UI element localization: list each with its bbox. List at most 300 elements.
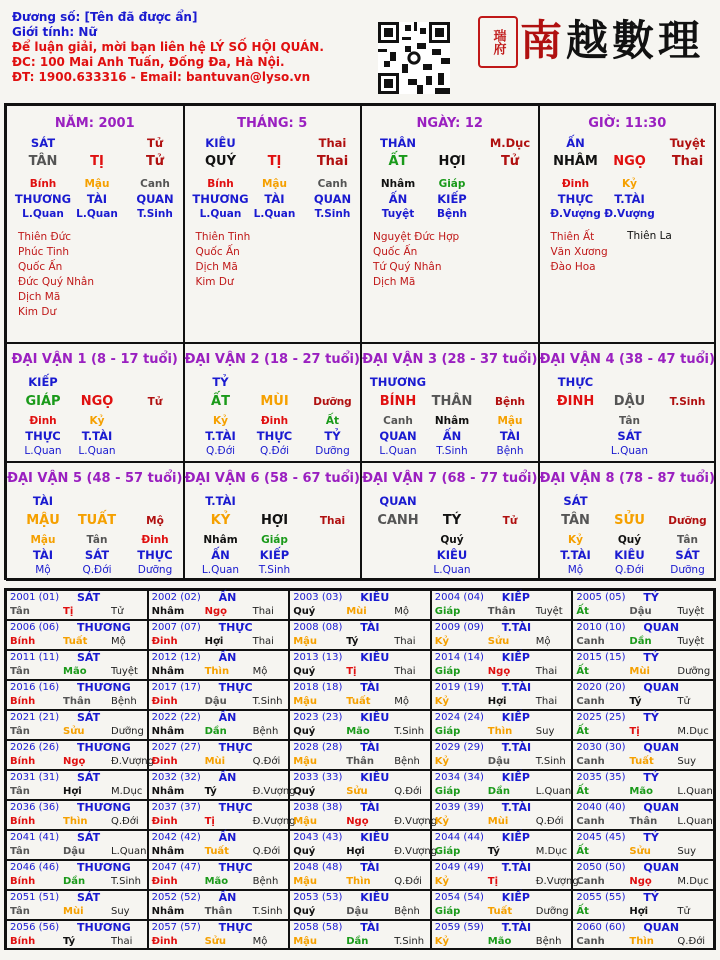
year-chi: Dậu <box>487 756 510 767</box>
year-chi: Thân <box>63 696 91 707</box>
pillar-row3-2: Canh <box>317 178 348 190</box>
year-chi: Tị <box>204 816 215 827</box>
dai-van-hidden: Tân <box>619 415 640 427</box>
year-state: Q.Đới <box>394 786 422 797</box>
year-god: QUAN <box>643 921 680 934</box>
year-chi: Hợi <box>346 846 365 857</box>
year-chi: Sửu <box>204 936 227 947</box>
year-can: Ất <box>576 906 589 917</box>
year-label: 2045 (45) <box>576 832 626 843</box>
year-chi: Ngọ <box>63 756 86 767</box>
year-chi: Mùi <box>629 666 650 677</box>
year-state: Mộ <box>111 636 126 647</box>
year-cell <box>572 590 714 620</box>
dai-van-hidden-state: Q.Đới <box>205 445 236 457</box>
star-item: Dịch Mã <box>195 261 238 273</box>
year-chi: Mão <box>204 876 229 887</box>
year-state: T.Sinh <box>394 726 425 737</box>
year-can: Quý <box>293 786 316 797</box>
dai-van-hidden-god: SÁT <box>617 429 642 443</box>
dai-van-hidden: Giáp <box>261 534 288 546</box>
year-state: L.Quan <box>535 786 572 797</box>
year-cell <box>431 920 573 950</box>
year-chi: Thân <box>629 816 658 827</box>
dai-van-cell <box>539 343 717 462</box>
star-item: Tứ Quý Nhân <box>373 261 442 273</box>
year-cell <box>148 860 290 890</box>
year-can: Tân <box>10 666 30 677</box>
year-label: 2017 (17) <box>151 682 201 693</box>
year-label: 2038 (38) <box>293 802 343 813</box>
pillar-top-0: KIÊU <box>205 136 236 150</box>
year-label: 2020 (20) <box>576 682 626 693</box>
year-can: Bính <box>10 936 36 947</box>
dai-van-title: ĐẠI VẬN 8 (78 - 87 tuổi) <box>539 471 715 486</box>
year-chi: Tý <box>204 786 217 797</box>
pillar-cell <box>6 105 184 343</box>
year-chi: Dần <box>487 786 510 797</box>
pillar-row5-0: Tuyệt <box>381 208 415 220</box>
year-cell <box>431 590 573 620</box>
year-state: Đ.Vượng <box>252 816 296 827</box>
pillar-row5-0: Đ.Vượng <box>550 208 601 220</box>
year-label: 2007 (07) <box>151 622 201 633</box>
year-label: 2048 (48) <box>293 862 343 873</box>
dai-van-hidden-god: QUAN <box>379 429 417 443</box>
year-chi: Hợi <box>487 696 507 707</box>
year-can: Mậu <box>293 876 318 887</box>
dai-van-title: ĐẠI VẬN 1 (8 - 17 tuổi) <box>11 352 178 367</box>
pillar-row3-0: Nhâm <box>380 178 416 190</box>
year-god: TỶ <box>643 651 659 664</box>
dai-van-title: ĐẠI VẬN 5 (48 - 57 tuổi) <box>7 471 183 486</box>
year-label: 2010 (10) <box>576 622 626 633</box>
year-god: KIÊU <box>360 891 390 904</box>
year-chi: Thìn <box>63 816 88 827</box>
year-cell <box>572 860 714 890</box>
year-chi: Tý <box>629 696 642 707</box>
year-chi: Sửu <box>346 786 368 797</box>
year-label: 2031 (31) <box>10 772 60 783</box>
year-can: Kỷ <box>434 696 450 707</box>
dai-van-hidden-state: L.Quan <box>433 564 471 576</box>
year-chi: Hợi <box>629 906 649 917</box>
year-chi: Thân <box>346 756 374 767</box>
year-can: Giáp <box>434 786 461 797</box>
year-cell <box>431 710 573 740</box>
star-item: Phúc Tinh <box>18 246 70 258</box>
pillar-top-2: Tử <box>146 136 164 150</box>
year-chi: Tuất <box>487 906 513 917</box>
year-can: Canh <box>576 936 605 947</box>
year-label: 2014 (14) <box>434 652 484 663</box>
dai-van-hidden-state: Mộ <box>567 564 584 576</box>
year-god: THỰC <box>218 921 253 934</box>
year-god: TỶ <box>643 591 659 604</box>
year-cell <box>572 740 714 770</box>
year-cell <box>6 650 148 680</box>
dai-van-cell <box>184 462 362 581</box>
pillar-row2-1: NGỌ <box>613 154 646 169</box>
dai-van-hidden: Kỷ <box>568 534 583 546</box>
pillar-title: NGÀY: 12 <box>416 116 483 131</box>
pillar-cell <box>361 105 539 343</box>
year-god: T.TÀI <box>501 801 532 814</box>
year-chi: Tị <box>346 666 357 677</box>
year-label: 2050 (50) <box>576 862 626 873</box>
year-god: KIÊU <box>360 831 390 844</box>
year-chi: Thìn <box>487 726 513 737</box>
year-god: T.TÀI <box>501 921 532 934</box>
year-state: Tử <box>677 906 690 917</box>
year-can: Bính <box>10 636 36 647</box>
year-god: THƯƠNG <box>77 681 131 694</box>
year-chi: Mão <box>487 936 512 947</box>
pillar-row4-2: QUAN <box>136 192 174 206</box>
year-state: Đ.Vượng <box>252 786 296 797</box>
pillar-title: NĂM: 2001 <box>54 116 135 131</box>
year-can: Giáp <box>434 606 461 617</box>
year-label: 2060 (60) <box>576 922 626 933</box>
pillar-row4-1: T.TÀI <box>614 192 645 206</box>
dai-van-hidden: Canh <box>383 415 413 427</box>
pillar-row4-1: KIẾP <box>437 192 467 206</box>
year-state: Q.Đới <box>111 816 139 827</box>
year-state: T.Sinh <box>252 696 283 707</box>
year-cell <box>148 740 290 770</box>
year-god: SÁT <box>77 711 101 724</box>
year-god: QUAN <box>643 861 680 874</box>
year-label: 2029 (29) <box>434 742 484 753</box>
year-label: 2008 (08) <box>293 622 343 633</box>
year-state: Thai <box>535 666 558 677</box>
year-god: KIẾP <box>501 831 530 844</box>
year-god: THƯƠNG <box>77 921 131 934</box>
year-state: Q.Đới <box>677 936 706 947</box>
year-cell <box>289 890 431 920</box>
gender-line: Giới tính: Nữ <box>12 25 97 39</box>
pillar-row4-1: TÀI <box>264 192 285 206</box>
year-can: Ất <box>576 666 589 677</box>
year-label: 2022 (22) <box>151 712 201 723</box>
year-god: THƯƠNG <box>77 801 131 814</box>
year-state: Mộ <box>535 636 551 647</box>
year-cell <box>289 770 431 800</box>
year-state: Thai <box>252 636 274 647</box>
year-label: 2056 (56) <box>10 922 60 933</box>
year-cell <box>431 740 573 770</box>
year-chi: Ngọ <box>346 816 369 827</box>
year-can: Bính <box>10 696 36 707</box>
dai-van-hidden: Tân <box>86 534 108 546</box>
dai-van-god: T.TÀI <box>205 494 236 508</box>
year-cell <box>431 680 573 710</box>
year-god: KIẾP <box>501 591 530 604</box>
year-label: 2011 (11) <box>10 652 60 663</box>
year-god: TÀI <box>360 921 380 934</box>
year-can: Quý <box>293 666 316 677</box>
year-state: Tuyệt <box>535 606 563 617</box>
year-can: Bính <box>10 816 36 827</box>
year-state: Suy <box>677 756 696 767</box>
year-can: Nhâm <box>151 906 185 917</box>
year-label: 2055 (55) <box>576 892 626 903</box>
pillar-title: THÁNG: 5 <box>237 116 308 131</box>
yearly-table <box>4 588 716 950</box>
year-label: 2046 (46) <box>10 862 60 873</box>
pillar-row2-1: HỢI <box>438 154 466 169</box>
year-god: T.TÀI <box>501 741 532 754</box>
year-state: Mộ <box>394 606 409 617</box>
year-god: ẤN <box>218 771 237 784</box>
pillar-row4-2: QUAN <box>313 192 352 206</box>
pillar-top-2: Thai <box>318 136 347 150</box>
year-label: 2019 (19) <box>434 682 484 693</box>
year-label: 2051 (51) <box>10 892 60 903</box>
star-item: Đào Hoa <box>550 261 596 273</box>
pillar-row2-1: TỊ <box>90 154 104 169</box>
year-state: Bệnh <box>394 756 420 767</box>
year-can: Canh <box>576 876 605 887</box>
pillar-row2-2: Thai <box>316 154 349 169</box>
dai-van-hidden-state: Dưỡng <box>670 564 705 576</box>
year-label: 2009 (09) <box>434 622 484 633</box>
year-chi: Hợi <box>204 636 224 647</box>
dai-van-hidden-state: Q.Đới <box>82 564 112 576</box>
dai-van-hidden-god: KIẾP <box>259 548 290 562</box>
pillar-stars <box>373 230 459 290</box>
year-cell <box>148 650 290 680</box>
year-state: Bệnh <box>252 726 279 737</box>
year-state: M.Dục <box>677 876 709 887</box>
year-cell <box>148 680 290 710</box>
dai-van-chi: SỬU <box>614 513 645 528</box>
year-state: Dưỡng <box>111 726 144 737</box>
dai-van-can: BÍNH <box>379 394 417 409</box>
year-chi: Dần <box>629 636 652 647</box>
year-chi: Mùi <box>346 606 367 617</box>
year-state: Tuyệt <box>111 666 138 677</box>
pillar-row3-1: Kỷ <box>622 178 637 190</box>
pillar-row3-1: Mậu <box>261 178 287 190</box>
year-cell <box>289 650 431 680</box>
year-god: SÁT <box>77 651 101 664</box>
dai-van-god: TÀI <box>32 494 54 508</box>
year-label: 2034 (34) <box>434 772 484 783</box>
year-label: 2015 (15) <box>576 652 626 663</box>
dai-van-hidden-state: L.Quan <box>379 445 417 457</box>
year-god: TÀI <box>360 681 380 694</box>
year-state: Tử <box>111 606 124 617</box>
contact-line: Để luận giải, mời bạn liên hệ LÝ SỐ HỘI QUÁN. <box>12 40 324 54</box>
dai-van-hidden-god: ẤN <box>442 429 462 443</box>
year-state: Tuyệt <box>677 606 705 617</box>
dai-van-state: Dưỡng <box>668 515 707 527</box>
dai-van-chi: NGỌ <box>80 394 114 409</box>
dai-van-title: ĐẠI VẬN 3 (28 - 37 tuổi) <box>362 352 538 367</box>
year-state: Bệnh <box>111 696 137 707</box>
year-chi: Dần <box>346 936 369 947</box>
year-label: 2042 (42) <box>151 832 201 843</box>
year-state: Bệnh <box>535 936 562 947</box>
year-state: Dưỡng <box>535 906 569 917</box>
dai-van-hidden: Kỷ <box>213 415 228 427</box>
year-can: Kỷ <box>434 876 450 887</box>
owner-line: Đương số: [Tên đã được ẩn] <box>12 10 198 24</box>
year-chi: Dậu <box>204 696 227 707</box>
year-can: Kỷ <box>434 936 450 947</box>
year-cell <box>431 620 573 650</box>
year-cell <box>6 740 154 770</box>
year-state: M.Dục <box>111 786 143 797</box>
year-god: THỰC <box>218 741 253 754</box>
dai-van-chi: TUẤT <box>77 513 117 528</box>
year-god: THƯƠNG <box>77 741 131 754</box>
star-item: Văn Xương <box>550 246 608 258</box>
year-god: KIẾP <box>501 651 530 664</box>
year-state: Tử <box>677 696 690 707</box>
year-can: Nhâm <box>151 606 185 617</box>
year-state: M.Dục <box>677 726 709 737</box>
dai-van-hidden-god: THỰC <box>25 429 61 443</box>
year-cell <box>572 680 714 710</box>
year-label: 2032 (32) <box>151 772 201 783</box>
year-god: THƯƠNG <box>77 861 131 874</box>
year-label: 2035 (35) <box>576 772 626 783</box>
year-state: Đ.Vượng <box>394 846 438 857</box>
year-state: Thai <box>394 636 416 647</box>
pillar-row5-0: L.Quan <box>199 208 242 220</box>
pillar-row2-0: ẤT <box>388 154 408 169</box>
pillar-row5-2: T.Sinh <box>314 208 351 220</box>
year-can: Kỷ <box>434 816 450 827</box>
year-label: 2027 (27) <box>151 742 201 753</box>
year-can: Tân <box>10 726 30 737</box>
year-can: Kỷ <box>434 756 450 767</box>
year-chi: Thìn <box>629 936 654 947</box>
dai-van-hidden: Nhâm <box>203 534 238 546</box>
year-cell <box>572 620 714 650</box>
year-cell <box>289 830 438 860</box>
year-can: Quý <box>293 846 316 857</box>
year-god: QUAN <box>643 741 680 754</box>
dai-van-state: T.Sinh <box>669 396 706 408</box>
year-can: Kỷ <box>434 636 450 647</box>
year-chi: Dần <box>63 876 86 887</box>
year-cell <box>572 800 714 830</box>
dai-van-hidden-god: T.TÀI <box>81 429 113 443</box>
year-state: Suy <box>535 726 555 737</box>
year-god: TỶ <box>643 771 659 784</box>
pillar-top-0: THÂN <box>380 136 416 150</box>
year-god: SÁT <box>77 591 101 604</box>
pillar-row4-1: TÀI <box>86 192 108 206</box>
year-cell <box>148 590 290 620</box>
dai-van-can: ẤT <box>211 394 230 409</box>
year-label: 2043 (43) <box>293 832 343 843</box>
star-item: Thiên Đức <box>18 231 72 243</box>
dai-van-title: ĐẠI VẬN 7 (68 - 77 tuổi) <box>362 471 538 486</box>
pillar-row5-1: Đ.Vượng <box>604 208 655 220</box>
year-label: 2030 (30) <box>576 742 626 753</box>
year-cell <box>431 890 573 920</box>
year-label: 2052 (52) <box>151 892 201 903</box>
dai-van-can: ĐINH <box>556 394 595 409</box>
dai-van-hidden-state: L.Quan <box>610 445 649 457</box>
pillar-row3-0: Đinh <box>561 178 590 190</box>
year-god: QUAN <box>643 621 680 634</box>
year-state: T.Sinh <box>111 876 141 887</box>
year-chi: Hợi <box>63 786 82 797</box>
year-cell <box>431 650 573 680</box>
year-can: Nhâm <box>151 846 185 857</box>
dai-van-hidden-god: T.TÀI <box>560 548 591 562</box>
year-chi: Tuất <box>629 756 654 767</box>
dai-van-hidden: Mậu <box>497 415 523 427</box>
year-can: Tân <box>10 606 30 617</box>
star-item: Thiên Ất <box>550 231 595 243</box>
year-cell <box>148 620 290 650</box>
pillar-row2-0: TÂN <box>28 154 58 169</box>
dai-van-hidden: Quý <box>440 534 464 546</box>
year-label: 2006 (06) <box>10 622 60 633</box>
year-label: 2026 (26) <box>10 742 60 753</box>
year-can: Canh <box>576 636 605 647</box>
star-item: Kim Dư <box>18 306 57 318</box>
dai-van-cell <box>361 462 539 581</box>
dai-van-hidden-god: KIÊU <box>436 548 468 562</box>
year-god: T.TÀI <box>501 621 532 634</box>
year-label: 2059 (59) <box>434 922 484 933</box>
dai-van-cell <box>6 462 184 581</box>
pillar-row3-1: Giáp <box>438 178 466 190</box>
year-can: Nhâm <box>151 666 185 677</box>
year-can: Đinh <box>151 636 178 647</box>
star-item: Quốc Ấn <box>373 246 418 258</box>
pillar-row3-1: Mậu <box>84 178 110 190</box>
year-label: 2012 (12) <box>151 652 201 663</box>
dai-van-hidden-state: Q.Đới <box>614 564 645 576</box>
year-chi: Mùi <box>204 756 226 767</box>
dai-van-state: Thai <box>319 515 346 527</box>
year-cell <box>289 860 431 890</box>
year-cell <box>148 830 290 860</box>
year-god: KIÊU <box>360 651 390 664</box>
year-cell <box>6 710 148 740</box>
year-can: Đinh <box>151 756 178 767</box>
year-state: Tuyệt <box>677 636 705 647</box>
pillar-cell <box>539 105 717 343</box>
year-god: QUAN <box>643 801 680 814</box>
year-label: 2013 (13) <box>293 652 343 663</box>
pillar-row5-2: T.Sinh <box>137 208 173 220</box>
dai-van-god: THỰC <box>557 375 594 389</box>
dai-van-state: Tử <box>502 515 518 527</box>
year-state: Bệnh <box>252 876 279 887</box>
year-chi: Thìn <box>346 876 371 887</box>
year-cell <box>572 710 714 740</box>
year-label: 2001 (01) <box>10 592 60 603</box>
year-can: Đinh <box>151 936 178 947</box>
year-label: 2025 (25) <box>576 712 626 723</box>
dai-van-hidden: Đinh <box>141 534 169 546</box>
year-cell <box>6 770 148 800</box>
year-god: TÀI <box>360 741 380 754</box>
year-chi: Mão <box>629 786 653 797</box>
year-state: T.Sinh <box>535 756 566 767</box>
year-label: 2016 (16) <box>10 682 60 693</box>
year-can: Mậu <box>293 636 318 647</box>
